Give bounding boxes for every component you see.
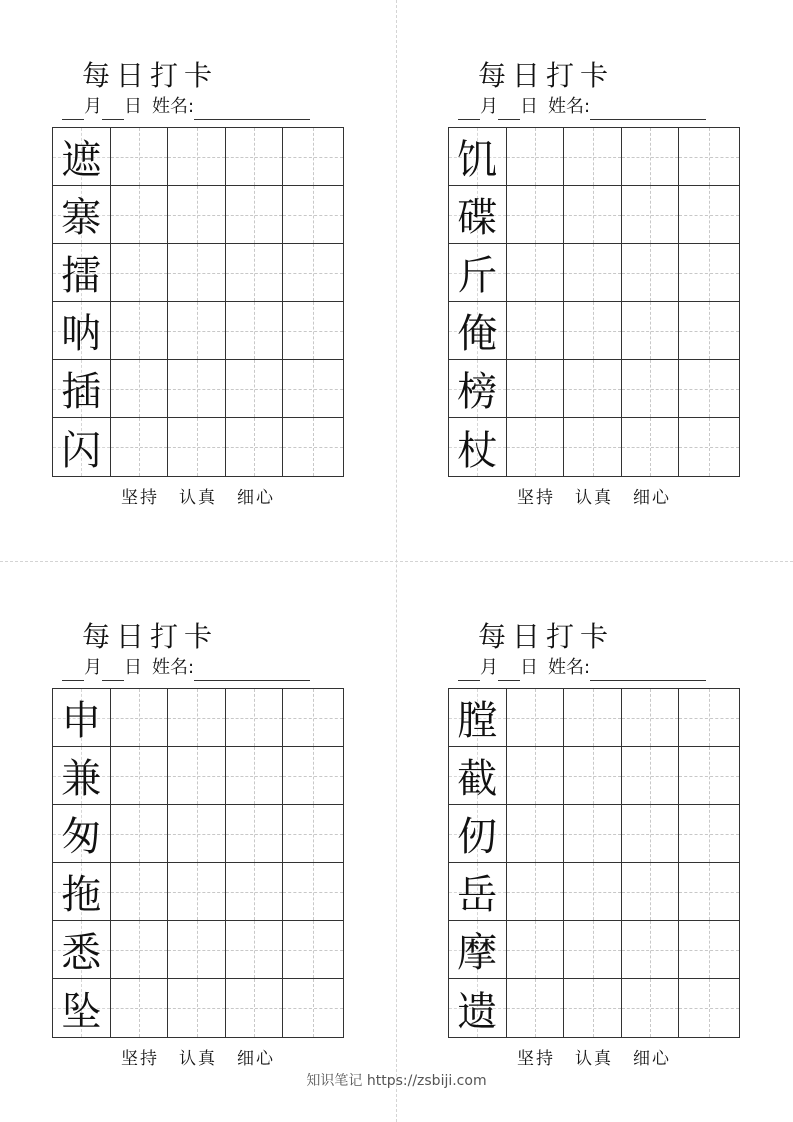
date-name-line [62,655,356,681]
model-character: 寨 [61,195,102,241]
grid-row [449,418,739,476]
month-label: 月 [84,96,102,117]
practice-cell[interactable] [168,128,226,185]
practice-cell[interactable] [679,805,739,862]
practice-cell[interactable] [111,302,169,359]
practice-cell[interactable] [283,921,343,978]
grid-row [449,689,739,747]
grid-row [449,302,739,360]
practice-cell[interactable] [168,244,226,301]
model-cell [53,128,111,185]
model-character: 拖 [61,872,102,918]
day-label: 日 [520,657,538,678]
model-character: 坠 [61,988,102,1035]
practice-cell[interactable] [564,418,622,476]
motto-line [448,486,740,510]
practice-cell[interactable] [226,921,284,978]
practice-card [0,561,300,1069]
card-title: 每日打卡 [477,59,614,92]
practice-cell[interactable] [283,244,343,301]
practice-cell[interactable] [622,128,680,185]
practice-cell[interactable] [507,979,565,1037]
practice-cell[interactable] [564,186,622,243]
name-blank[interactable] [590,99,706,120]
day-blank[interactable] [498,660,520,681]
model-character: 插 [61,369,102,415]
model-cell [449,360,507,417]
model-cell [53,979,111,1037]
practice-cell[interactable] [564,244,622,301]
practice-cell[interactable] [622,921,680,978]
practice-cell[interactable] [679,302,739,359]
model-cell [449,244,507,301]
model-cell [449,747,507,804]
practice-cell[interactable] [111,689,169,746]
model-character: 俺 [457,311,498,357]
practice-cell[interactable] [564,360,622,417]
practice-cell[interactable] [283,128,343,185]
practice-cell[interactable] [111,747,169,804]
practice-cell[interactable] [168,689,226,746]
practice-cell[interactable] [283,805,343,862]
model-cell [449,863,507,920]
grid-row [449,747,739,805]
motto-word: 坚持 [121,488,159,508]
month-blank[interactable] [62,660,84,681]
practice-cell[interactable] [283,863,343,920]
practice-cell[interactable] [507,863,565,920]
practice-cell[interactable] [622,805,680,862]
motto-word: 认真 [575,1049,613,1069]
grid-row [449,805,739,863]
practice-cell[interactable] [168,979,226,1037]
grid-row [53,805,343,863]
practice-cell[interactable] [622,360,680,417]
practice-cell[interactable] [283,418,343,476]
practice-cell[interactable] [226,128,284,185]
practice-cell[interactable] [111,128,169,185]
grid-row [53,979,343,1037]
writing-grid [448,127,740,477]
grid-row [449,863,739,921]
grid-row [53,302,343,360]
practice-cell[interactable] [168,360,226,417]
name-blank[interactable] [194,660,310,681]
day-label: 日 [124,657,142,678]
practice-cell[interactable] [564,747,622,804]
date-name-line [62,94,356,120]
footer-watermark: 知识笔记 https://zsbiji.com [306,1073,487,1089]
model-cell [53,747,111,804]
practice-cell[interactable] [507,302,565,359]
day-label: 日 [124,96,142,117]
grid-row [449,921,739,979]
model-character: 仞 [457,814,498,860]
practice-cell[interactable] [564,302,622,359]
practice-cell[interactable] [168,302,226,359]
model-cell [449,805,507,862]
practice-cell[interactable] [168,418,226,476]
practice-cell[interactable] [507,805,565,862]
model-cell [53,302,111,359]
practice-cell[interactable] [283,689,343,746]
practice-cell[interactable] [507,921,565,978]
model-cell [449,128,507,185]
model-character: 申 [61,698,102,744]
practice-cell[interactable] [679,979,739,1037]
grid-row [53,186,343,244]
model-character: 杖 [457,427,498,474]
name-label: 姓名: [152,96,195,117]
practice-cell[interactable] [679,360,739,417]
name-label: 姓名: [548,96,591,117]
practice-cell[interactable] [283,979,343,1037]
practice-cell[interactable] [622,302,680,359]
model-cell [53,186,111,243]
grid-row [449,186,739,244]
motto-word: 细心 [633,488,671,508]
practice-cell[interactable] [507,128,565,185]
writing-grid [52,127,344,477]
practice-cell[interactable] [507,360,565,417]
practice-cell[interactable] [622,418,680,476]
practice-cell[interactable] [111,360,169,417]
practice-cell[interactable] [168,805,226,862]
practice-cell[interactable] [111,863,169,920]
motto-line [52,1047,344,1071]
motto-line [448,1047,740,1071]
model-character: 悉 [61,930,102,976]
practice-cell[interactable] [679,244,739,301]
grid-row [53,689,343,747]
practice-cell[interactable] [679,128,739,185]
practice-cell[interactable] [283,302,343,359]
model-cell [449,302,507,359]
day-blank[interactable] [102,99,124,120]
practice-cell[interactable] [564,805,622,862]
practice-cell[interactable] [679,689,739,746]
date-name-line [458,94,752,120]
model-character: 摩 [457,930,498,976]
grid-row [449,979,739,1037]
practice-cell[interactable] [283,360,343,417]
model-character: 截 [457,756,498,802]
grid-row [53,747,343,805]
model-cell [53,805,111,862]
model-cell [53,244,111,301]
practice-cell[interactable] [111,418,169,476]
practice-cell[interactable] [226,418,284,476]
practice-cell[interactable] [168,186,226,243]
day-blank[interactable] [102,660,124,681]
grid-row [53,418,343,476]
model-character: 匆 [61,814,102,860]
card-title: 每日打卡 [81,59,218,92]
practice-cell[interactable] [622,689,680,746]
grid-row [53,244,343,302]
practice-cell[interactable] [622,863,680,920]
practice-cell[interactable] [507,418,565,476]
model-character: 膛 [457,698,498,744]
model-character: 饥 [457,137,498,183]
practice-cell[interactable] [564,921,622,978]
motto-word: 坚持 [517,1049,555,1069]
month-blank[interactable] [458,99,480,120]
grid-row [449,360,739,418]
practice-cell[interactable] [564,689,622,746]
practice-cell[interactable] [679,747,739,804]
practice-cell[interactable] [226,979,284,1037]
month-label: 月 [84,657,102,678]
grid-row [449,128,739,186]
model-character: 遗 [457,988,498,1035]
practice-cell[interactable] [564,128,622,185]
date-name-line [458,655,752,681]
month-label: 月 [480,657,498,678]
model-character: 碟 [457,195,498,241]
name-label: 姓名: [152,657,195,678]
practice-cell[interactable] [226,302,284,359]
practice-cell[interactable] [111,805,169,862]
month-blank[interactable] [62,99,84,120]
practice-cell[interactable] [564,863,622,920]
practice-cell[interactable] [679,863,739,920]
model-cell [53,418,111,476]
writing-grid [448,688,740,1038]
practice-cell[interactable] [622,747,680,804]
model-character: 兼 [61,756,102,802]
motto-word: 认真 [575,488,613,508]
practice-cell[interactable] [226,244,284,301]
grid-row [53,921,343,979]
practice-cell[interactable] [679,921,739,978]
name-blank[interactable] [590,660,706,681]
name-blank[interactable] [194,99,310,120]
motto-word: 坚持 [517,488,555,508]
practice-cell[interactable] [283,186,343,243]
grid-row [53,863,343,921]
motto-word: 细心 [237,1049,275,1069]
practice-cell[interactable] [507,186,565,243]
model-character: 榜 [457,369,498,415]
practice-cell[interactable] [226,360,284,417]
motto-word: 认真 [179,488,217,508]
model-cell [53,689,111,746]
practice-cell[interactable] [111,921,169,978]
day-blank[interactable] [498,99,520,120]
month-blank[interactable] [458,660,480,681]
practice-card [396,561,696,1069]
practice-cell[interactable] [283,747,343,804]
practice-cell[interactable] [679,418,739,476]
model-cell [449,689,507,746]
practice-cell[interactable] [111,979,169,1037]
day-label: 日 [520,96,538,117]
month-label: 月 [480,96,498,117]
practice-cell[interactable] [226,805,284,862]
practice-cell[interactable] [507,244,565,301]
practice-cell[interactable] [168,747,226,804]
practice-cell[interactable] [507,747,565,804]
practice-cell[interactable] [111,186,169,243]
model-character: 呐 [61,311,102,357]
name-label: 姓名: [548,657,591,678]
practice-cell[interactable] [622,186,680,243]
practice-cell[interactable] [111,244,169,301]
practice-cell[interactable] [226,186,284,243]
card-title: 每日打卡 [477,620,614,653]
motto-word: 认真 [179,1049,217,1069]
model-character: 岳 [457,872,498,918]
model-cell [449,186,507,243]
grid-row [53,360,343,418]
motto-line [52,486,344,510]
practice-cell[interactable] [226,689,284,746]
model-character: 斤 [457,253,498,299]
motto-word: 细心 [237,488,275,508]
card-title: 每日打卡 [81,620,218,653]
motto-word: 细心 [633,1049,671,1069]
model-cell [449,979,507,1037]
practice-card [0,0,300,508]
practice-card [396,0,696,508]
practice-cell[interactable] [507,689,565,746]
model-character: 闪 [61,427,102,474]
grid-row [449,244,739,302]
practice-cell[interactable] [168,921,226,978]
model-cell [449,921,507,978]
practice-cell[interactable] [226,747,284,804]
practice-cell[interactable] [679,186,739,243]
model-cell [449,418,507,476]
model-character: 遮 [61,137,102,183]
practice-cell[interactable] [622,244,680,301]
practice-cell[interactable] [168,863,226,920]
model-cell [53,921,111,978]
writing-grid [52,688,344,1038]
grid-row [53,128,343,186]
practice-cell[interactable] [564,979,622,1037]
model-cell [53,863,111,920]
practice-cell[interactable] [226,863,284,920]
model-cell [53,360,111,417]
model-character: 擂 [61,253,102,299]
motto-word: 坚持 [121,1049,159,1069]
practice-cell[interactable] [622,979,680,1037]
